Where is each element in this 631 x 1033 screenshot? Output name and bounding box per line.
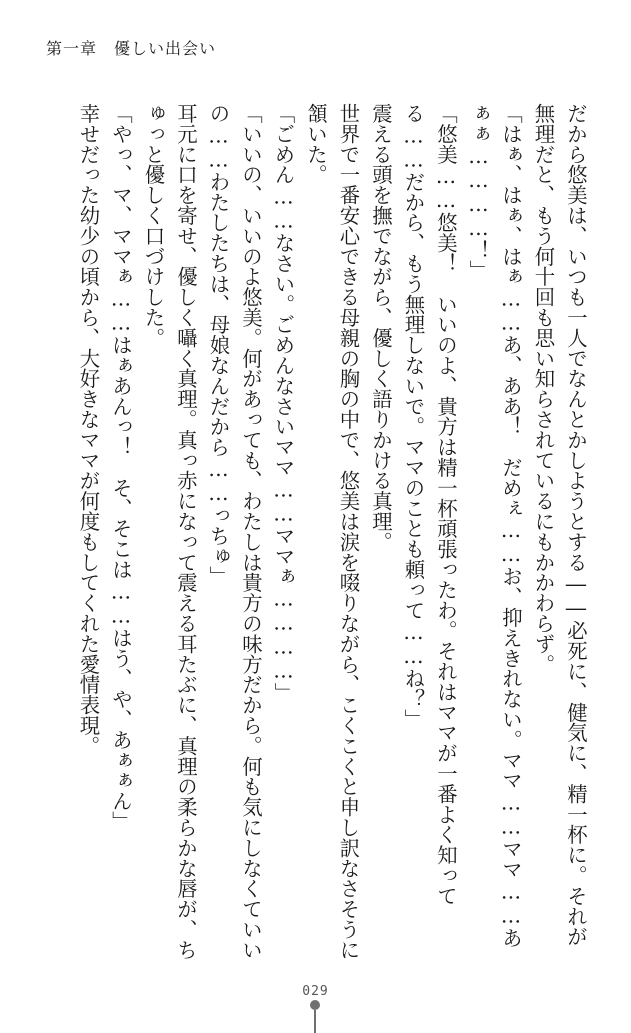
paragraph: だから悠美は、いつも一人でなんとかしようとする――必死に、健気に、精一杯に。それが無理だと、もう何十回も思い知らされているにもかかわらず。 [531,103,588,947]
running-header: 第一章 優しい出会い [46,39,217,58]
paragraph: 「悠美……悠美！ いいのよ、貴方は精一杯頑張ったわ。それはママが一番よく知ってる……だから、もう無理しないで。ママのことも頼って……ね？」 [401,103,458,906]
paragraph: 「やっ、マ、ママぁ……はぁあんっ！ そ、そこは……はう、や、あぁぁん」 [109,103,133,832]
paragraph: 幸せだった幼少の頃から、大好きなママが何度もしてくれた愛情表現。 [76,103,101,756]
paragraph: 世界で一番安心できる母親の胸の中で、悠美は涙を啜りながら、こくこくと申し訳なさそうに頷いた。 [304,103,361,960]
paragraph: 「いいの、いいのよ悠美。何があっても、わたしは貴方の味方だから。何も気にしなくていいの……わたしたちは、母娘なんだから……っちゅ」 [206,103,263,960]
page-marker-line [314,1010,316,1033]
paragraph: 耳元に口を寄せ、優しく囁く真理。真っ赤になって震える耳たぶに、真理の柔らかな唇が、ちゅっと優しく口づけした。 [141,103,198,960]
page-number: 029 [302,984,329,999]
page-marker-dot [310,1000,320,1010]
paragraph: 震える頭を撫でながら、優しく語りかける真理。 [369,103,393,552]
vertical-body-text [40,103,592,963]
paragraph: 「ごめん……なさい。ごめんなさいママ……ママぁ…………」 [271,103,296,703]
paragraph: 「はぁ、はぁ、はぁ……あ、ああ！ だめぇ……お、抑えきれない。ママ……ママ……あぁぁ…………！」 [466,103,523,948]
